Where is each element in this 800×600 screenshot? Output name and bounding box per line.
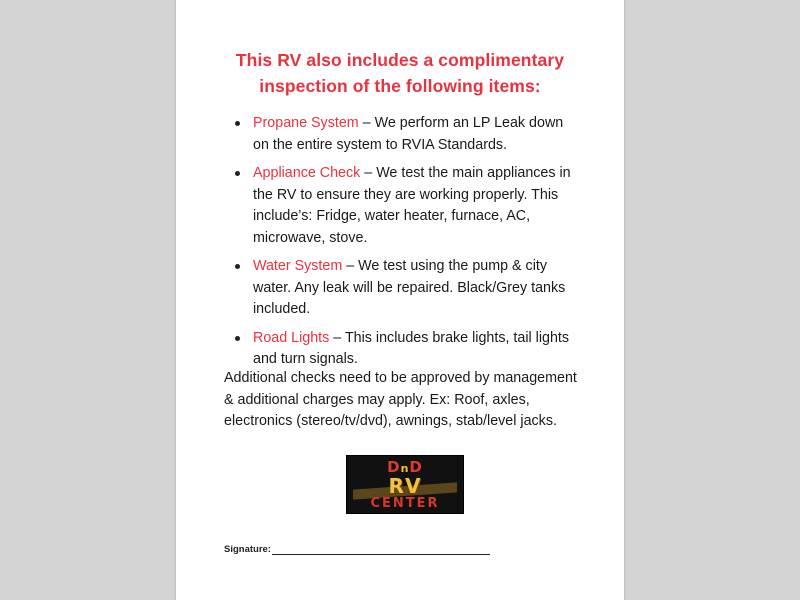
page-content: [176, 0, 624, 600]
bullet-dot-icon: [235, 121, 240, 126]
bullet-dot-icon: [235, 264, 240, 269]
logo-middle-line: RV: [388, 474, 422, 498]
logo-top-right: D: [409, 458, 423, 476]
logo-top-mid: n: [400, 462, 410, 475]
list-item: [231, 256, 581, 321]
list-item: [231, 328, 581, 371]
document-page: [176, 0, 624, 600]
inspection-items-list: [231, 113, 581, 378]
signature-rule[interactable]: [272, 544, 490, 555]
item-term: Appliance Check: [253, 165, 361, 181]
page-title: [204, 47, 596, 99]
item-text: – We perform an LP Leak down on the entire system to RVIA Standards.: [253, 115, 564, 153]
item-text: – We test the main appliances in the RV to ensure they are working properly. This include’s: Fridge, water heater, furnace, AC, microwave, stove.: [253, 165, 571, 246]
item-text: – We test using the pump & city water. Any leak will be repaired. Black/Grey tanks included.: [253, 258, 566, 317]
title-line-2: inspection of the following items:: [259, 76, 541, 96]
additional-checks-note: Additional checks need to be approved by management & additional charges may apply. Ex: Roof, axles, electronics (stereo/tv/dvd), awnings, stab/level jacks.: [224, 370, 577, 429]
list-item: [231, 163, 581, 249]
item-term: Road Lights: [253, 329, 330, 346]
signature-label: Signature:: [224, 544, 271, 555]
item-text: – This includes brake lights, tail lights and turn signals.: [253, 329, 570, 367]
logo-top-left: D: [387, 458, 401, 476]
signature-line: [224, 544, 490, 555]
item-term: Propane System: [253, 115, 359, 131]
rv-center-logo: [346, 455, 464, 514]
logo-bottom-line: CENTER: [370, 496, 440, 511]
bullet-dot-icon: [235, 171, 240, 176]
item-term: Water System: [253, 258, 343, 274]
bullet-dot-icon: [235, 336, 240, 341]
list-item: [231, 113, 581, 156]
title-line-1: This RV also includes a complimentary: [235, 50, 565, 70]
